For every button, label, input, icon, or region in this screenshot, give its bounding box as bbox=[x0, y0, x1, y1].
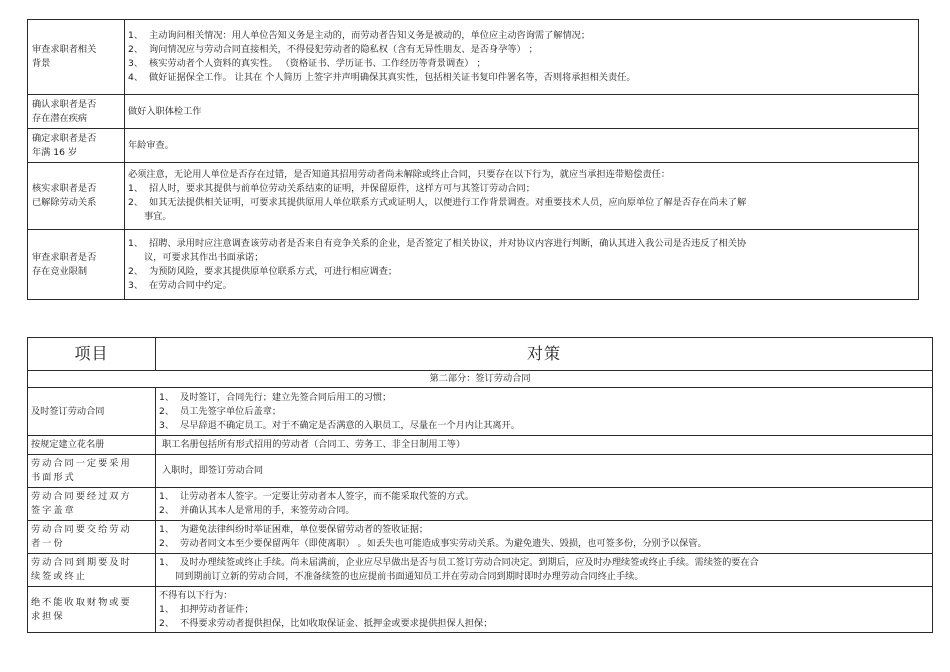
row-label-line: 已解除劳动关系 bbox=[32, 197, 97, 208]
row-label-line: 及时签订劳动合同 bbox=[31, 405, 105, 417]
item-continuation: 事宜。 bbox=[144, 211, 172, 222]
row-text: 做好入职体检工作 bbox=[128, 105, 202, 117]
row-intro: 必须注意，无论用人单位是否存在过错，是否知道其招用劳动者尚未解除或终止合同，只要存在以下行为，就应当承担连带赔偿责任： bbox=[128, 169, 671, 180]
list-item bbox=[159, 523, 929, 537]
row-label bbox=[28, 20, 125, 95]
item-number: 2、 bbox=[159, 405, 175, 417]
list-item bbox=[128, 279, 915, 293]
list-item bbox=[159, 419, 929, 433]
row-text: 职工名册包括所有形式招用的劳动者（合同工、劳务工、非全日制用工等） bbox=[162, 439, 466, 450]
row-label bbox=[28, 488, 156, 521]
item-text: 询问情况应与劳动合同直接相关，不得侵犯劳动者的隐私权（含有无异性朋友、是否身孕等） ； bbox=[149, 44, 538, 55]
row-label-line: 劳动合同要经过双方 bbox=[31, 491, 132, 502]
row-content bbox=[125, 163, 919, 230]
row-label bbox=[28, 521, 156, 554]
list-item bbox=[128, 265, 915, 279]
item-number: 1、 bbox=[159, 491, 175, 502]
table-row bbox=[28, 230, 919, 300]
list-item bbox=[159, 617, 929, 631]
table-row bbox=[28, 388, 933, 436]
row-label bbox=[28, 95, 125, 129]
row-label-line: 年满 16 岁 bbox=[32, 146, 78, 158]
list-item bbox=[159, 603, 929, 617]
item-number: 2、 bbox=[159, 505, 175, 516]
row-label-line: 绝不能收取财物或要 bbox=[31, 596, 132, 608]
item-number: 2、 bbox=[128, 197, 144, 208]
table-row bbox=[28, 521, 933, 554]
item-text: 主动询问相关情况：用人单位告知义务是主动的，而劳动者告知义务是被动的，单位应主动咨询需了解情况； bbox=[149, 30, 591, 41]
item-number: 1、 bbox=[159, 391, 175, 403]
table-row bbox=[28, 163, 919, 230]
list-item bbox=[159, 504, 929, 518]
item-number: 1、 bbox=[128, 183, 144, 194]
row-label-line: 确认求职者是否 bbox=[32, 98, 97, 110]
row-content bbox=[156, 521, 933, 554]
table-row bbox=[28, 455, 933, 488]
row-label-line: 背景 bbox=[32, 58, 51, 69]
row-content bbox=[125, 20, 919, 95]
table-row bbox=[28, 587, 933, 633]
row-content bbox=[125, 95, 919, 129]
row-label-line: 按规定建立花名册 bbox=[31, 439, 105, 450]
row-intro: 不得有以下行为： bbox=[159, 589, 233, 601]
item-number: 2、 bbox=[128, 44, 144, 55]
item-number: 3、 bbox=[128, 58, 144, 69]
item-number: 2、 bbox=[128, 265, 144, 277]
row-label-line: 核实求职者是否 bbox=[32, 183, 97, 194]
row-label bbox=[28, 129, 125, 163]
table-header-row bbox=[28, 338, 933, 371]
row-label bbox=[28, 455, 156, 488]
row-label-line: 签字盖章 bbox=[31, 505, 76, 516]
column-header-item: 项目 bbox=[28, 338, 156, 371]
item-text: 尽早辞退不确定员工。对于不确定是否满意的入职员工，尽量在一个月内让其离开。 bbox=[180, 419, 520, 431]
list-item bbox=[128, 29, 915, 43]
row-label-line: 书面形式 bbox=[31, 472, 76, 483]
item-text: 员工先签字单位后盖章； bbox=[180, 405, 282, 417]
section-title: 第二部分：签订劳动合同 bbox=[28, 371, 933, 388]
item-text: 招人时，要求其提供与前单位劳动关系结束的证明，并保留原件，这样方可与其签订劳动合同； bbox=[149, 183, 535, 194]
item-number: 4、 bbox=[128, 72, 144, 83]
list-item bbox=[128, 43, 915, 57]
row-content bbox=[156, 455, 933, 488]
row-label bbox=[28, 230, 125, 300]
item-continuation: 同到期前订立新的劳动合同，不准备续签的也应提前书面通知员工并在劳动合同到期时即时办理劳动合同终止手续。 bbox=[175, 571, 644, 582]
row-label bbox=[28, 554, 156, 587]
item-continuation: 议，可要求其作出书面承诺； bbox=[144, 251, 264, 263]
row-label-line: 审查求职者相关 bbox=[32, 44, 97, 55]
item-text: 招聘、录用时应注意调查该劳动者是否来自有竞争关系的企业，是否签定了相关协议，并对协议内容进行判断，确认其进入我公司是否违反了相关协 bbox=[149, 237, 747, 249]
item-text: 为避免法律纠纷时举证困难，单位要保留劳动者的签收证据； bbox=[180, 524, 429, 535]
item-number: 2、 bbox=[159, 538, 175, 549]
table-row bbox=[28, 436, 933, 455]
row-label-line: 审查求职者是否 bbox=[32, 251, 97, 263]
item-number: 1、 bbox=[159, 524, 175, 535]
item-number: 1、 bbox=[128, 237, 144, 249]
item-text: 为预防风险，要求其提供原单位联系方式，可进行相应调查； bbox=[149, 265, 398, 277]
labor-contract-table bbox=[27, 337, 933, 633]
list-item bbox=[159, 537, 929, 551]
list-item bbox=[128, 71, 915, 85]
background-check-table bbox=[27, 19, 919, 300]
row-label-line: 求担保 bbox=[31, 610, 65, 622]
item-text: 做好证据保全工作。 让其在 个人简历 上签字并声明确保其真实性，包括相关证书复印件署名等，否则将承担相关责任。 bbox=[149, 72, 636, 83]
item-number: 3、 bbox=[159, 419, 175, 431]
item-text: 不得要求劳动者提供担保，比如收取保证金、抵押金或要求提供担保人担保； bbox=[180, 617, 493, 629]
list-item bbox=[128, 57, 915, 71]
row-label bbox=[28, 163, 125, 230]
item-text: 核实劳动者个人资料的真实性。 （资格证书、学历证书、工作经历等背景调查） ； bbox=[149, 58, 486, 69]
section-row bbox=[28, 371, 933, 388]
row-content bbox=[156, 488, 933, 521]
row-content bbox=[156, 436, 933, 455]
table-row bbox=[28, 129, 919, 163]
row-label-line: 劳动合同到期要及时 bbox=[31, 557, 132, 568]
row-label-line: 续签或终止 bbox=[31, 571, 87, 582]
row-label bbox=[28, 587, 156, 633]
row-content bbox=[125, 230, 919, 300]
table-row bbox=[28, 20, 919, 95]
row-label-line: 劳动合同一定要采用 bbox=[31, 458, 132, 469]
row-label bbox=[28, 388, 156, 436]
item-text: 及时办理续签或终止手续。尚未届满前，企业应尽早做出是否与员工签订劳动合同决定。到期后，应及时办理续签或终止手续。需续签的要在合 bbox=[180, 557, 759, 568]
list-item bbox=[159, 556, 929, 570]
row-label bbox=[28, 436, 156, 455]
item-text: 让劳动者本人签字。一定要让劳动者本人签字，而不能采取代签的方式。 bbox=[180, 491, 475, 502]
table-row bbox=[28, 95, 919, 129]
row-content bbox=[156, 554, 933, 587]
item-text: 及时签订，合同先行；建立先签合同后用工的习惯； bbox=[180, 391, 392, 403]
row-content bbox=[125, 129, 919, 163]
item-text: 并确认其本人是常用的手，来签劳动合同。 bbox=[180, 505, 355, 516]
row-label-line: 者一份 bbox=[31, 538, 65, 549]
list-item bbox=[128, 182, 915, 196]
table-row bbox=[28, 554, 933, 587]
item-text: 劳动者同文本至少要保留两年（即使离职） 。如丢失也可能造成事实劳动关系。为避免遗失、毁损，也可签多份，分别予以保管。 bbox=[180, 538, 707, 549]
table-row bbox=[28, 488, 933, 521]
list-item bbox=[128, 196, 915, 210]
item-number: 3、 bbox=[128, 279, 144, 291]
item-number: 1、 bbox=[159, 557, 175, 568]
row-label-line: 存在竞业限制 bbox=[32, 265, 88, 277]
item-number: 2、 bbox=[159, 617, 175, 629]
row-text: 入职时，即签订劳动合同 bbox=[162, 465, 264, 476]
item-text: 在劳动合同中约定。 bbox=[149, 279, 232, 291]
list-item bbox=[128, 237, 915, 251]
item-text: 如其无法提供相关证明，可要求其提供原用人单位联系方式或证明人，以便进行工作背景调查。对重要技术人员，应向原单位了解是否存在尚未了解 bbox=[149, 197, 747, 208]
item-text: 扣押劳动者证件； bbox=[180, 603, 254, 615]
list-item bbox=[159, 405, 929, 419]
row-content bbox=[156, 587, 933, 633]
list-item bbox=[159, 490, 929, 504]
item-number: 1、 bbox=[159, 603, 175, 615]
column-header-countermeasure: 对策 bbox=[156, 338, 933, 371]
item-number: 1、 bbox=[128, 30, 144, 41]
row-text: 年龄审查。 bbox=[128, 139, 174, 151]
list-item bbox=[159, 391, 929, 405]
row-content bbox=[156, 388, 933, 436]
row-label-line: 劳动合同要交给劳动 bbox=[31, 524, 132, 535]
row-label-line: 存在潜在疾病 bbox=[32, 112, 88, 124]
row-label-line: 确定求职者是否 bbox=[32, 132, 97, 144]
